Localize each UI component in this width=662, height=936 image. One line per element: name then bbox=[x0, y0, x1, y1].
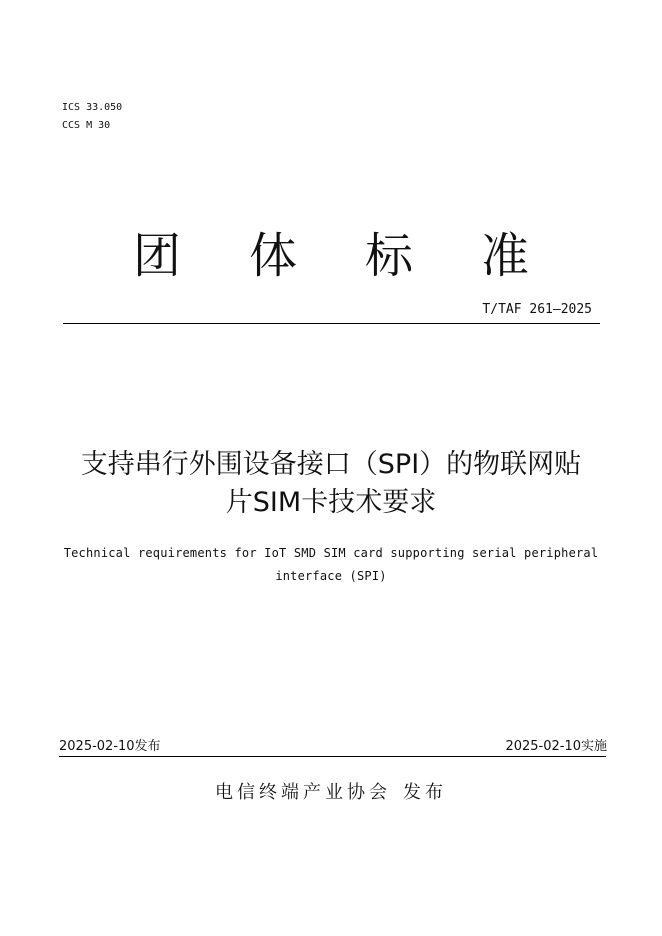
publisher bbox=[0, 778, 662, 804]
ccs-code: CCS M 30 bbox=[62, 120, 111, 131]
english-title bbox=[50, 542, 612, 588]
chinese-title-line-2: 片SIM卡技术要求 bbox=[225, 487, 437, 518]
publisher-name: 电信终端产业协会 bbox=[215, 782, 391, 803]
header-divider bbox=[63, 323, 600, 324]
english-title-line-1: Technical requirements for IoT SMD SIM card supporting serial peripheral bbox=[63, 546, 599, 560]
footer-divider bbox=[59, 756, 606, 757]
ics-code: ICS 33.050 bbox=[62, 102, 123, 113]
publisher-action: 发布 bbox=[403, 782, 447, 803]
chinese-title-line-1: 支持串行外围设备接口（SPI）的物联网贴 bbox=[80, 449, 582, 480]
classification-codes bbox=[62, 99, 122, 135]
standard-type-title: 团体标准 bbox=[132, 228, 597, 284]
standard-number: T/TAF 261—2025 bbox=[482, 302, 592, 317]
chinese-title bbox=[40, 446, 622, 522]
publish-date: 2025-02-10发布 bbox=[59, 739, 161, 754]
english-title-line-2: interface (SPI) bbox=[275, 569, 387, 583]
implementation-date: 2025-02-10实施 bbox=[505, 739, 607, 754]
